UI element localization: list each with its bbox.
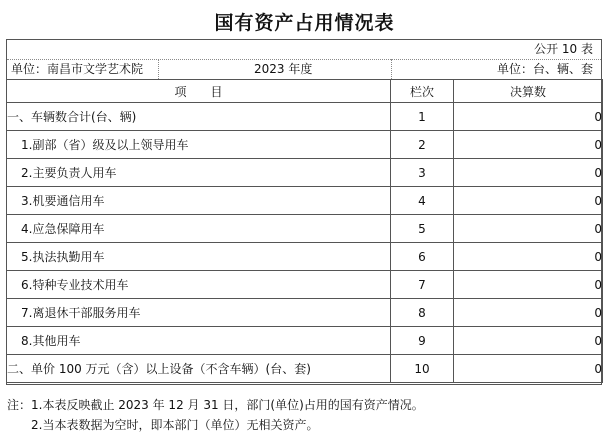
note-line xyxy=(7,415,424,435)
cell-item: 5.执法执勤用车 xyxy=(7,243,391,271)
note-text: 2.当本表数据为空时，即本部门（单位）无相关资产。 xyxy=(31,418,319,432)
dotted-separator xyxy=(391,59,392,79)
cell-amount: 0 xyxy=(454,131,603,159)
cell-line: 1 xyxy=(391,103,454,131)
column-header-amount: 决算数 xyxy=(454,80,603,103)
report-meta-row xyxy=(7,59,601,79)
cell-amount: 0 xyxy=(454,355,603,383)
table-row xyxy=(7,131,603,159)
column-header-item: 项 目 xyxy=(7,80,391,103)
cell-line: 5 xyxy=(391,215,454,243)
cell-amount: 0 xyxy=(454,159,603,187)
measure-unit: 单位：台、辆、套 xyxy=(496,62,593,76)
report-frame xyxy=(6,39,602,385)
table-row xyxy=(7,103,603,131)
cell-line: 8 xyxy=(391,299,454,327)
form-code: 公开 10 表 xyxy=(534,42,593,56)
cell-amount: 0 xyxy=(454,327,603,355)
table-row xyxy=(7,299,603,327)
note-line xyxy=(7,395,424,415)
cell-item: 4.应急保障用车 xyxy=(7,215,391,243)
cell-item: 8.其他用车 xyxy=(7,327,391,355)
cell-line: 6 xyxy=(391,243,454,271)
cell-item: 7.离退休干部服务用车 xyxy=(7,299,391,327)
cell-amount: 0 xyxy=(454,187,603,215)
cell-amount: 0 xyxy=(454,103,603,131)
table-row xyxy=(7,187,603,215)
cell-line: 7 xyxy=(391,271,454,299)
cell-amount: 0 xyxy=(454,243,603,271)
notes-label: 注： xyxy=(7,398,32,412)
cell-line: 4 xyxy=(391,187,454,215)
report-year: 2023 年度 xyxy=(254,62,313,76)
notes xyxy=(7,395,424,435)
table-row xyxy=(7,271,603,299)
cell-item: 一、车辆数合计(台、辆) xyxy=(7,103,391,131)
cell-amount: 0 xyxy=(454,215,603,243)
table-row xyxy=(7,159,603,187)
cell-item: 2.主要负责人用车 xyxy=(7,159,391,187)
cell-line: 10 xyxy=(391,355,454,383)
cell-line: 3 xyxy=(391,159,454,187)
asset-table xyxy=(6,79,603,383)
cell-item: 3.机要通信用车 xyxy=(7,187,391,215)
dotted-separator xyxy=(158,59,159,79)
table-row xyxy=(7,327,603,355)
table-row xyxy=(7,355,603,383)
column-header-line: 栏次 xyxy=(391,80,454,103)
note-text: 1.本表反映截止 2023 年 12 月 31 日，部门(单位)占用的国有资产情况。 xyxy=(31,398,424,412)
cell-line: 9 xyxy=(391,327,454,355)
cell-item: 二、单价 100 万元（含）以上设备（不含车辆）(台、套) xyxy=(7,355,391,383)
cell-item: 1.副部（省）级及以上领导用车 xyxy=(7,131,391,159)
cell-item: 6.特种专业技术用车 xyxy=(7,271,391,299)
table-body xyxy=(7,103,603,383)
table-header-row xyxy=(7,80,603,103)
table-row xyxy=(7,215,603,243)
cell-amount: 0 xyxy=(454,299,603,327)
page-title: 国有资产占用情况表 xyxy=(214,12,395,34)
reporting-unit: 单位：南昌市文学艺术院 xyxy=(11,62,144,76)
cell-amount: 0 xyxy=(454,271,603,299)
cell-line: 2 xyxy=(391,131,454,159)
table-row xyxy=(7,243,603,271)
